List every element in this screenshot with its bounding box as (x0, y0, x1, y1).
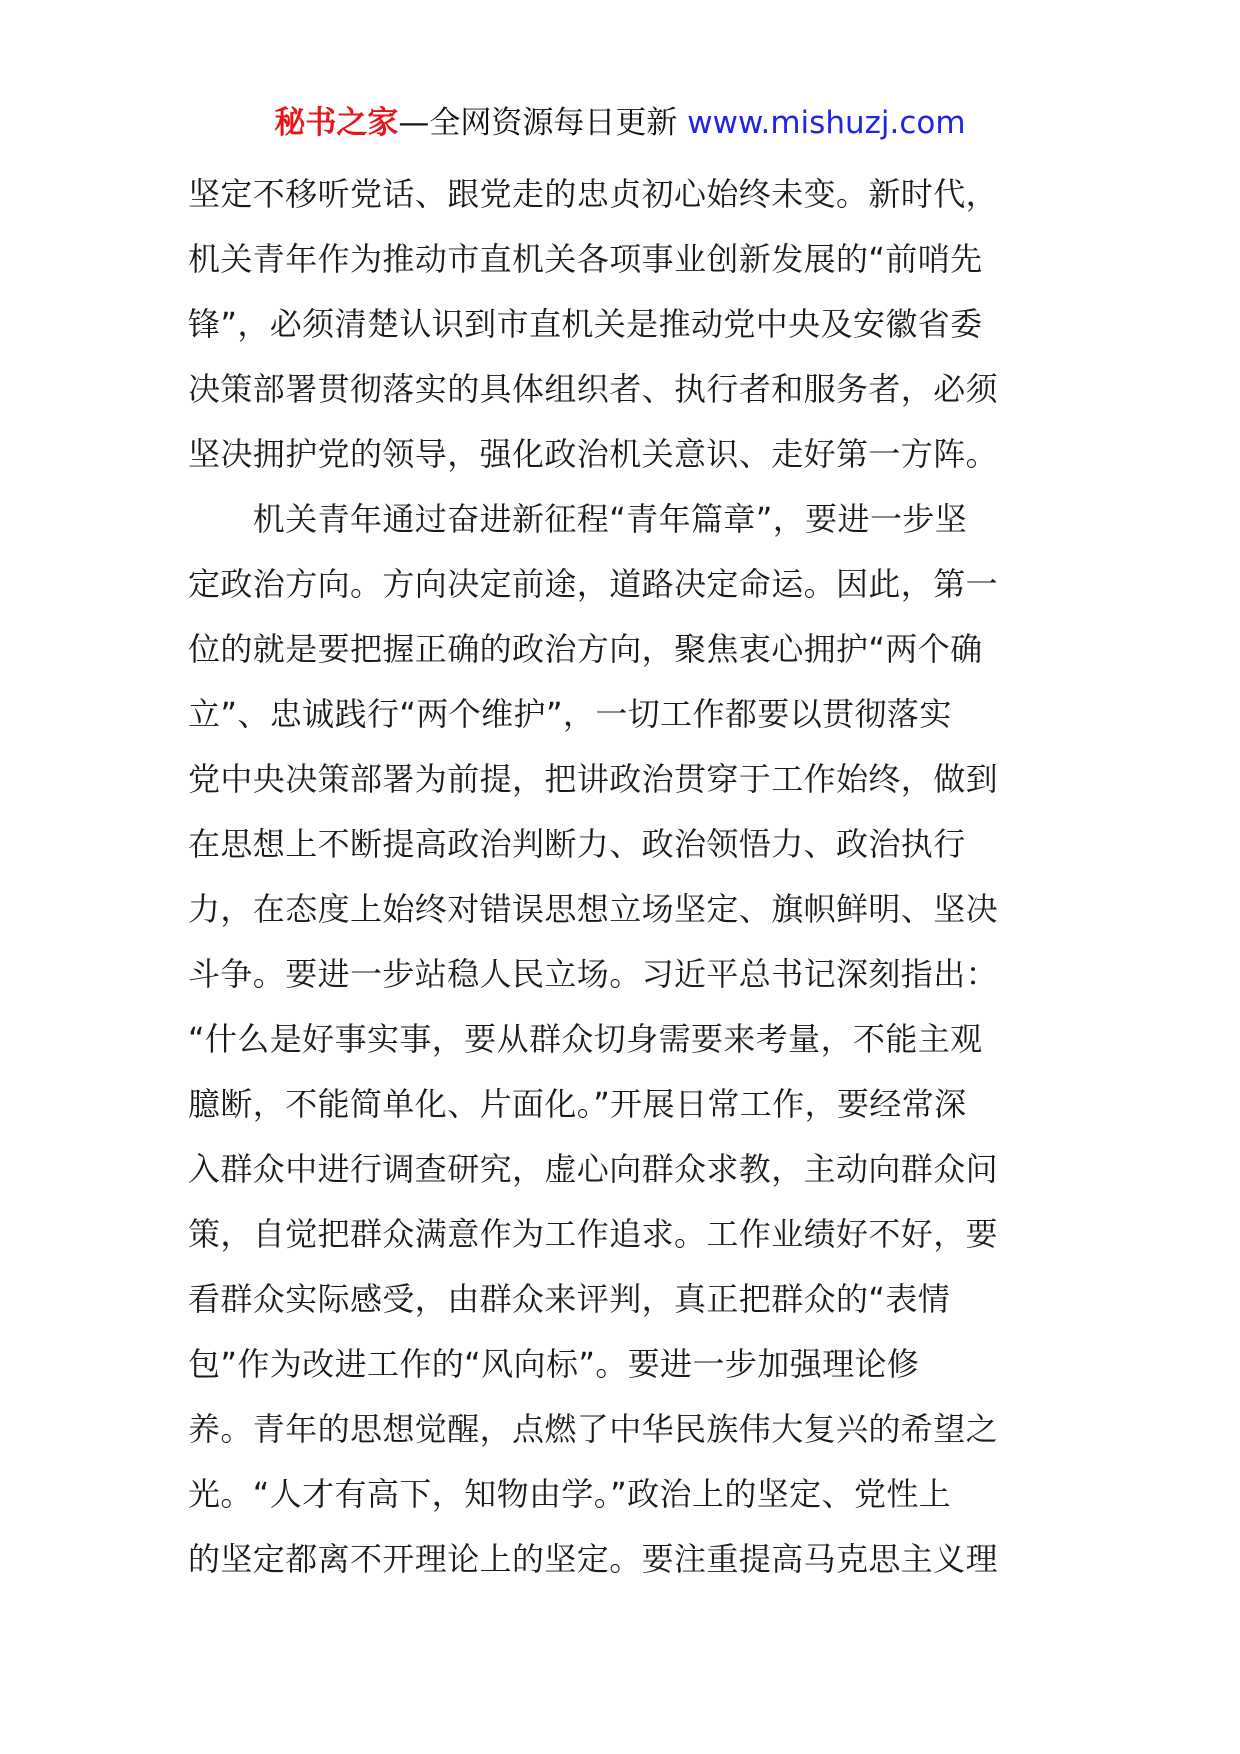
document-body (188, 162, 1058, 1592)
text-line: 光。“人才有高下，知物由学。”政治上的坚定、党性上 (188, 1475, 952, 1513)
header-tagline: —全网资源每日更新 (398, 105, 688, 141)
text-line: 策，自觉把群众满意作为工作追求。工作业绩好不好，要 (188, 1215, 999, 1253)
text-line: “什么是好事实事，要从群众切身需要来考量，不能主观 (188, 1020, 983, 1058)
text-line: 力，在态度上始终对错误思想立场坚定、旗帜鲜明、坚决 (188, 890, 999, 928)
text-line: 定政治方向。方向决定前途，道路决定命运。因此，第一 (188, 565, 999, 603)
text-line: 决策部署贯彻落实的具体组织者、执行者和服务者，必须 (188, 370, 999, 408)
site-url-link[interactable]: www.mishuzj.com (687, 105, 966, 141)
page-header (0, 100, 1240, 146)
text-line: 的坚定都离不开理论上的坚定。要注重提高马克思主义理 (188, 1540, 999, 1578)
text-line: 在思想上不断提高政治判断力、政治领悟力、政治执行 (188, 825, 966, 863)
text-line: 立”、忠诚践行“两个维护”，一切工作都要以贯彻落实 (188, 695, 952, 733)
text-line: 党中央决策部署为前提，把讲政治贯穿于工作始终，做到 (188, 760, 999, 798)
text-line: 坚决拥护党的领导，强化政治机关意识、走好第一方阵。 (188, 435, 999, 473)
text-line: 位的就是要把握正确的政治方向，聚焦衷心拥护“两个确 (188, 630, 983, 668)
brand-name: 秘书之家 (274, 105, 399, 141)
text-line: 养。青年的思想觉醒，点燃了中华民族伟大复兴的希望之 (188, 1410, 999, 1448)
text-line: 斗争。要进一步站稳人民立场。习近平总书记深刻指出： (188, 955, 999, 993)
text-line: 看群众实际感受，由群众来评判，真正把群众的“表情 (188, 1280, 951, 1318)
text-line: 机关青年通过奋进新征程“青年篇章”，要进一步坚 (188, 500, 968, 538)
text-line: 机关青年作为推动市直机关各项事业创新发展的“前哨先 (188, 240, 983, 278)
text-line: 锋”，必须清楚认识到市直机关是推动党中央及安徽省委 (188, 305, 983, 343)
text-line: 包”作为改进工作的“风向标”。要进一步加强理论修 (188, 1345, 920, 1383)
text-line: 坚定不移听党话、跟党走的忠贞初心始终未变。新时代， (188, 175, 999, 213)
text-line: 入群众中进行调查研究，虚心向群众求教，主动向群众问 (188, 1150, 999, 1188)
text-line: 臆断，不能简单化、片面化。”开展日常工作，要经常深 (188, 1085, 967, 1123)
